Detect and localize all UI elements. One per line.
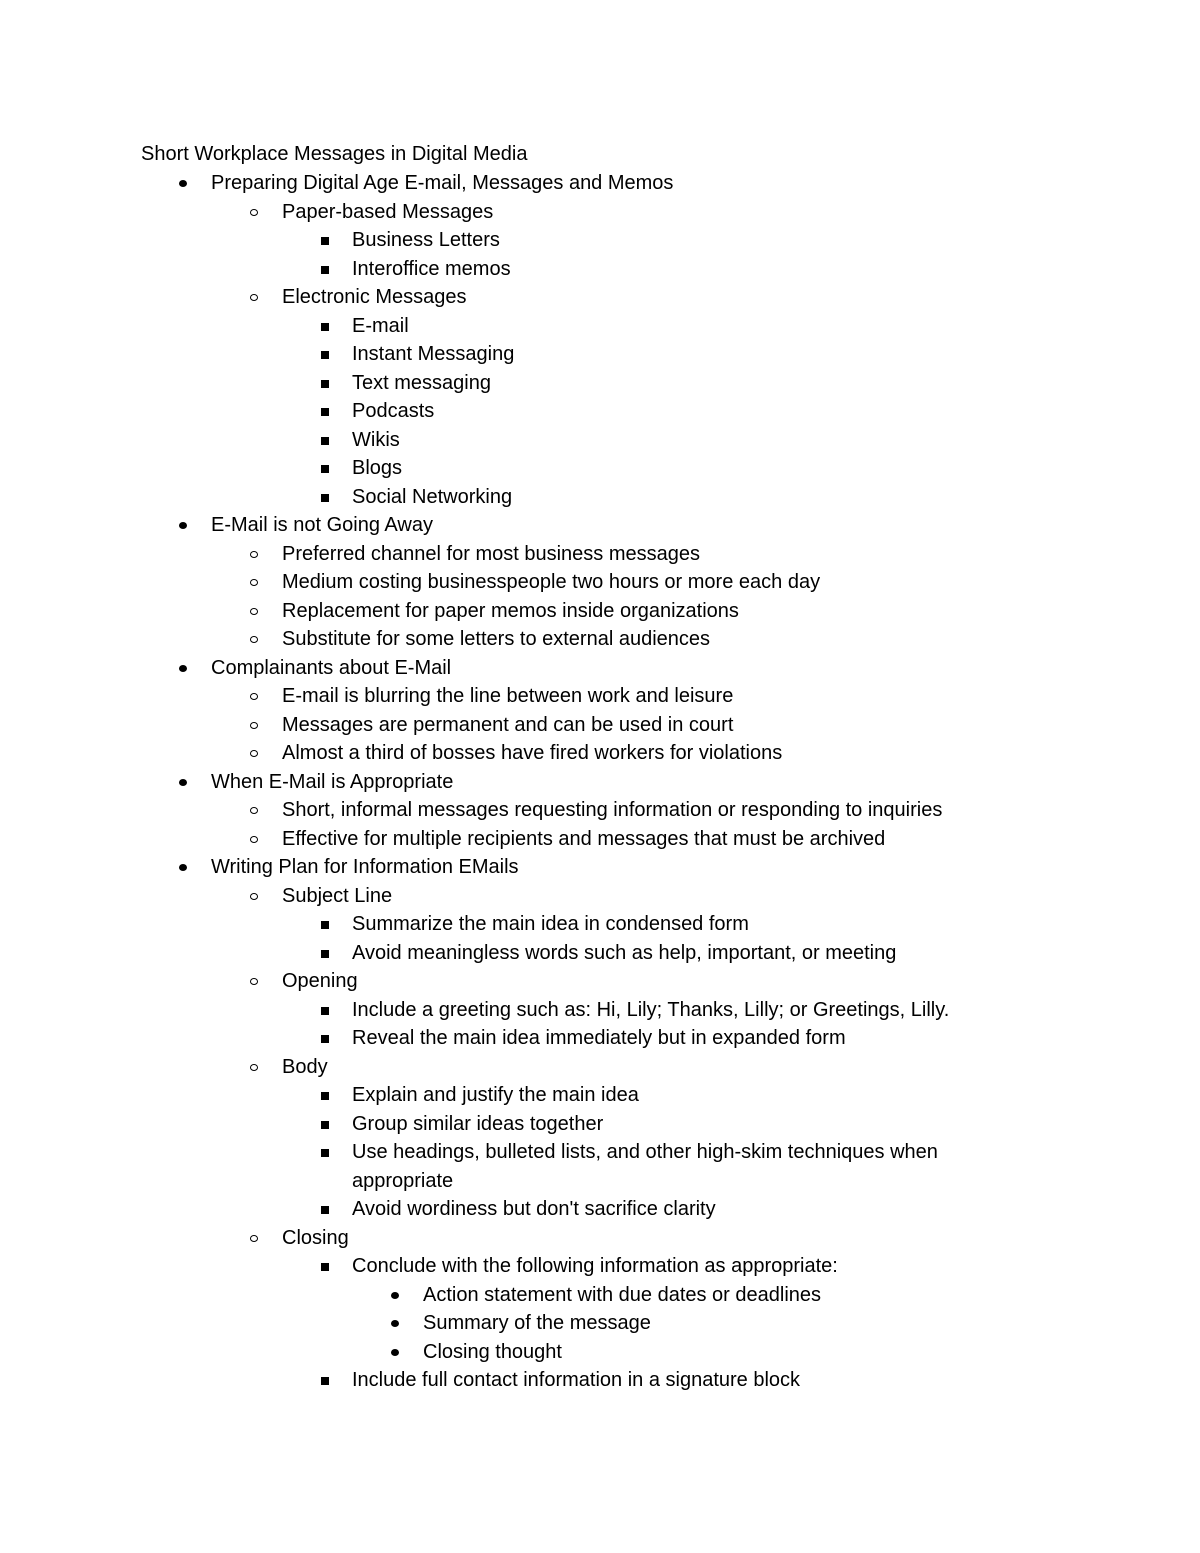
outline-item-text: Include a greeting such as: Hi, Lily; Thanks, Lilly; or Greetings, Lilly. — [352, 998, 950, 1021]
outline-item-text: When E-Mail is Appropriate — [211, 770, 454, 793]
outline-item-text: Instant Messaging — [352, 343, 515, 365]
outline-item-text: Effective for multiple recipients and messages that must be archived — [282, 827, 886, 850]
outline-item-text: Blogs — [352, 457, 403, 479]
outline-item-level-3 — [0, 1110, 1200, 1139]
outline-item-text: Group similar ideas together — [352, 1112, 604, 1135]
outline-item-level-2 — [0, 882, 1200, 911]
outline-item-text: Use headings, bulleted lists, and other high-skim techniques when appropriate — [352, 1141, 938, 1192]
outline-item-text: Substitute for some letters to external audiences — [282, 628, 711, 650]
document-title: Short Workplace Messages in Digital Media — [141, 143, 528, 165]
outline-item-level-3 — [0, 1366, 1200, 1395]
outline-item-level-1 — [0, 768, 1200, 797]
outline-item-text: Complainants about E-Mail — [211, 656, 452, 679]
outline-item-level-2 — [0, 540, 1200, 569]
outline-item-level-2 — [0, 682, 1200, 711]
outline-item-level-2 — [0, 967, 1200, 996]
outline-item-text: Summary of the message — [423, 1312, 651, 1334]
outline-item-text: Preferred channel for most business messages — [282, 542, 700, 565]
outline-item-text: Action statement with due dates or deadlines — [423, 1283, 822, 1306]
outline-item-text: Writing Plan for Information EMails — [211, 856, 519, 878]
outline-item-level-2 — [0, 1053, 1200, 1082]
outline-item-level-3 — [0, 255, 1200, 284]
outline-item-level-3 — [0, 454, 1200, 483]
outline-item-text: Reveal the main idea immediately but in expanded form — [352, 1027, 846, 1049]
outline-item-text: Opening — [282, 970, 358, 992]
outline-item-level-2 — [0, 283, 1200, 312]
outline-item-text: Social Networking — [352, 485, 513, 508]
outline-item-level-3 — [0, 426, 1200, 455]
outline-item-text: Text messaging — [352, 371, 491, 394]
outline-item-text: Medium costing businesspeople two hours or more each day — [282, 571, 821, 593]
outline-item-text: Body — [282, 1055, 328, 1078]
outline-item-level-3 — [0, 910, 1200, 939]
outline-item-text: Interoffice memos — [352, 257, 511, 280]
outline-item-text: Subject Line — [282, 884, 393, 907]
outline-item-text: Business Letters — [352, 229, 500, 251]
outline-item-text: Avoid meaningless words such as help, important, or meeting — [352, 941, 897, 964]
outline-item-text: Replacement for paper memos inside organizations — [282, 599, 739, 622]
outline-item-text: Avoid wordiness but don't sacrifice clarity — [352, 1198, 716, 1220]
outline-item-level-4 — [0, 1309, 1200, 1338]
outline-item-level-2 — [0, 568, 1200, 597]
outline-item-level-3 — [0, 1252, 1200, 1281]
outline-item-level-3 — [0, 483, 1200, 512]
outline-item-level-4 — [0, 1281, 1200, 1310]
outline-item-level-2 — [0, 597, 1200, 626]
outline-item-level-3 — [0, 996, 1200, 1025]
outline-item-text: E-Mail is not Going Away — [211, 514, 433, 536]
outline-item-level-1 — [0, 853, 1200, 882]
outline-item-level-2 — [0, 711, 1200, 740]
outline-item-level-4 — [0, 1338, 1200, 1367]
outline-item-level-1 — [0, 511, 1200, 540]
outline-item-text: Paper-based Messages — [282, 200, 494, 223]
outline-item-text: Preparing Digital Age E-mail, Messages and Memos — [211, 172, 674, 194]
outline-item-level-3 — [0, 340, 1200, 369]
outline-item-level-2 — [0, 796, 1200, 825]
outline-item-level-3 — [0, 397, 1200, 426]
outline-item-level-3 — [0, 1138, 1200, 1195]
outline-item-level-3 — [0, 1195, 1200, 1224]
outline-item-level-3 — [0, 939, 1200, 968]
outline-item-text: Short, informal messages requesting information or responding to inquiries — [282, 799, 943, 821]
outline-item-text: Closing thought — [423, 1340, 562, 1363]
outline-item-text: Closing — [282, 1226, 349, 1249]
outline-item-level-2 — [0, 739, 1200, 768]
outline-item-level-1 — [0, 169, 1200, 198]
outline-item-level-1 — [0, 654, 1200, 683]
outline-item-text: Electronic Messages — [282, 286, 467, 308]
outline-item-text: Podcasts — [352, 400, 435, 422]
outline-item-text: E-mail is blurring the line between work and leisure — [282, 685, 734, 707]
outline-item-level-3 — [0, 1024, 1200, 1053]
outline-item-text: Summarize the main idea in condensed form — [352, 913, 749, 935]
outline-item-level-3 — [0, 226, 1200, 255]
outline-item-text: Wikis — [352, 428, 400, 451]
outline-item-text: Include full contact information in a signature block — [352, 1369, 801, 1391]
bulleted-outline — [0, 169, 1200, 1395]
outline-item-level-2 — [0, 1224, 1200, 1253]
outline-item-level-2 — [0, 825, 1200, 854]
outline-item-text: Conclude with the following information as appropriate: — [352, 1255, 838, 1277]
outline-item-level-2 — [0, 198, 1200, 227]
outline-item-text: Messages are permanent and can be used in court — [282, 713, 734, 736]
outline-item-level-2 — [0, 625, 1200, 654]
outline-item-level-3 — [0, 369, 1200, 398]
outline-item-level-3 — [0, 1081, 1200, 1110]
outline-item-text: E-mail — [352, 314, 409, 337]
outline-item-text: Explain and justify the main idea — [352, 1084, 639, 1106]
outline-item-level-3 — [0, 312, 1200, 341]
outline-item-text: Almost a third of bosses have fired workers for violations — [282, 742, 783, 764]
